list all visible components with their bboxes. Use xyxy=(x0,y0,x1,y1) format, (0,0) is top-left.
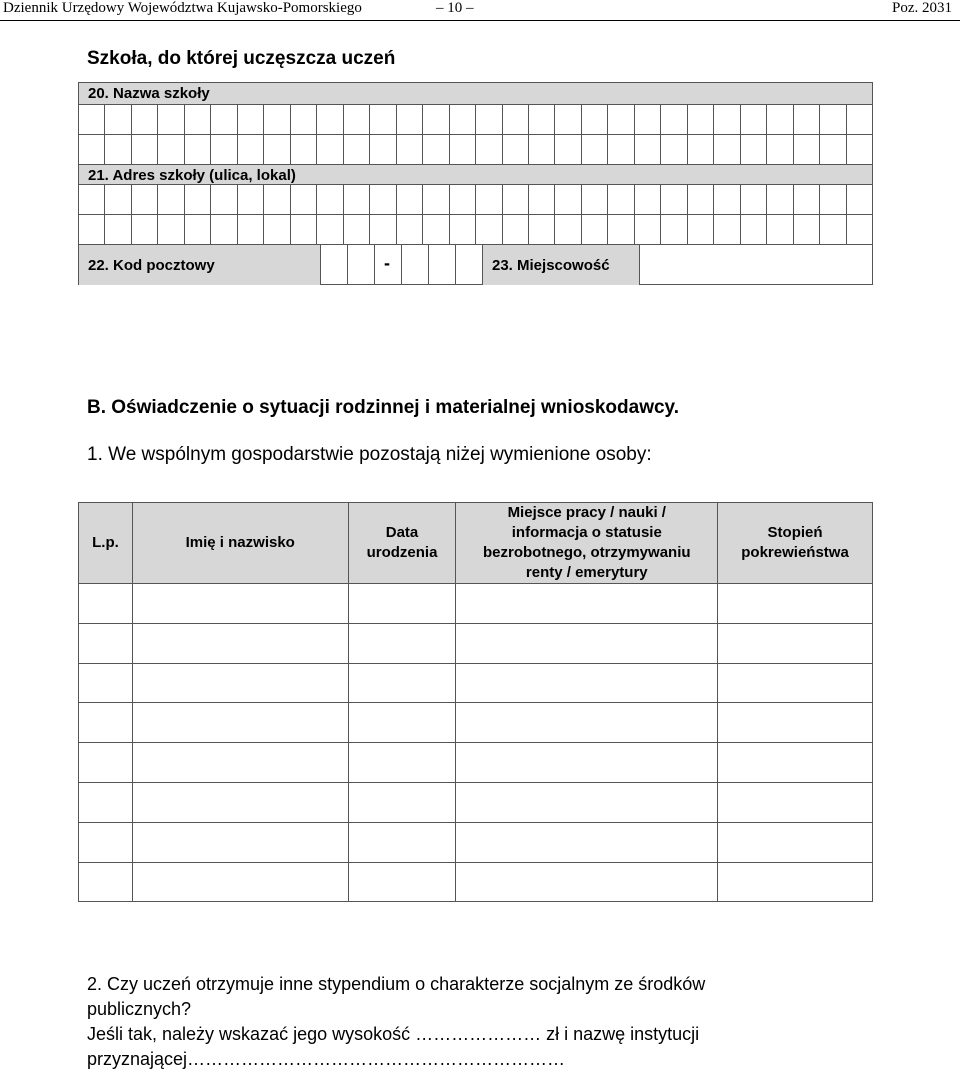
char-box[interactable] xyxy=(158,185,184,214)
char-box[interactable] xyxy=(820,185,846,214)
char-box[interactable] xyxy=(741,215,767,244)
school-name-grid-row[interactable] xyxy=(79,134,872,164)
item-2-line-3: Jeśli tak, należy wskazać jego wysokość ………………… zł i nazwę instytucji xyxy=(87,1024,700,1044)
char-box[interactable] xyxy=(264,185,290,214)
char-box[interactable] xyxy=(555,215,581,244)
char-box[interactable] xyxy=(105,105,131,134)
char-box[interactable] xyxy=(370,105,396,134)
table-row xyxy=(79,862,873,902)
char-box[interactable] xyxy=(264,105,290,134)
postal-row xyxy=(79,244,872,285)
char-box[interactable] xyxy=(794,215,820,244)
birth-date-cell[interactable] xyxy=(348,822,456,862)
char-box[interactable] xyxy=(555,185,581,214)
char-box[interactable] xyxy=(158,105,184,134)
name-cell[interactable] xyxy=(132,623,348,663)
char-box[interactable] xyxy=(714,105,740,134)
char-box[interactable] xyxy=(450,135,476,164)
postal-digit-box[interactable] xyxy=(428,245,455,285)
char-box[interactable] xyxy=(211,185,237,214)
name-cell[interactable] xyxy=(132,584,348,624)
char-box[interactable] xyxy=(661,215,687,244)
section-b-title: B. Oświadczenie o sytuacji rodzinnej i materialnej wnioskodawcy. xyxy=(87,397,679,418)
birth-date-cell[interactable] xyxy=(348,623,456,663)
table-header-row xyxy=(79,503,873,584)
relationship-cell[interactable] xyxy=(718,584,873,624)
work-status-cell[interactable] xyxy=(456,862,718,902)
field-21-label: 21. Adres szkoły (ulica, lokal) xyxy=(88,167,296,184)
work-status-cell[interactable] xyxy=(456,782,718,822)
postal-dash-box xyxy=(374,245,401,285)
page-header xyxy=(0,0,960,22)
birth-date-cell[interactable] xyxy=(348,782,456,822)
postal-digit-box[interactable] xyxy=(320,245,347,285)
name-cell[interactable] xyxy=(132,862,348,902)
char-box[interactable] xyxy=(317,185,343,214)
postal-digit-box[interactable] xyxy=(401,245,428,285)
char-box[interactable] xyxy=(132,105,158,134)
school-section-title: Szkoła, do której uczęszcza uczeń xyxy=(87,48,396,69)
char-box[interactable] xyxy=(476,105,502,134)
char-box[interactable] xyxy=(397,215,423,244)
char-box[interactable] xyxy=(450,185,476,214)
char-box[interactable] xyxy=(503,135,529,164)
char-box[interactable] xyxy=(397,185,423,214)
lp-cell[interactable] xyxy=(79,663,133,703)
char-box[interactable] xyxy=(714,215,740,244)
char-box[interactable] xyxy=(820,215,846,244)
char-box[interactable] xyxy=(847,185,872,214)
char-box[interactable] xyxy=(661,185,687,214)
birth-date-cell[interactable] xyxy=(348,743,456,783)
field-23-label-cell xyxy=(482,245,639,285)
char-box[interactable] xyxy=(741,135,767,164)
char-box[interactable] xyxy=(794,135,820,164)
char-box[interactable] xyxy=(555,135,581,164)
char-box[interactable] xyxy=(238,215,264,244)
relationship-cell[interactable] xyxy=(718,663,873,703)
lp-cell[interactable] xyxy=(79,703,133,743)
char-box[interactable] xyxy=(608,215,634,244)
char-box[interactable] xyxy=(582,135,608,164)
position-number: Poz. 2031 xyxy=(892,0,952,16)
char-box[interactable] xyxy=(264,135,290,164)
char-box[interactable] xyxy=(714,135,740,164)
col-header-relationship: Stopień pokrewieństwa xyxy=(718,503,873,584)
page-number: – 10 – xyxy=(436,0,474,16)
char-box[interactable] xyxy=(688,215,714,244)
header-rule xyxy=(0,20,960,21)
char-box[interactable] xyxy=(79,105,105,134)
char-box[interactable] xyxy=(105,185,131,214)
postal-dash: - xyxy=(384,253,390,273)
col-header-lp: L.p. xyxy=(79,503,133,584)
char-box[interactable] xyxy=(185,215,211,244)
char-box[interactable] xyxy=(79,185,105,214)
field-20-label-row xyxy=(79,83,872,104)
birth-date-cell[interactable] xyxy=(348,584,456,624)
char-box[interactable] xyxy=(423,135,449,164)
col-header-work-status: Miejsce pracy / nauki / informacja o statusie bezrobotnego, otrzymywaniu renty / emerytury xyxy=(456,503,718,584)
char-box[interactable] xyxy=(767,215,793,244)
field-22-label-cell xyxy=(79,245,320,285)
char-box[interactable] xyxy=(158,135,184,164)
work-status-cell[interactable] xyxy=(456,822,718,862)
char-box[interactable] xyxy=(79,135,105,164)
table-row xyxy=(79,743,873,783)
char-box[interactable] xyxy=(317,135,343,164)
table-row xyxy=(79,663,873,703)
char-box[interactable] xyxy=(238,105,264,134)
postal-digit-box[interactable] xyxy=(455,245,482,285)
char-box[interactable] xyxy=(608,185,634,214)
char-box[interactable] xyxy=(317,105,343,134)
name-cell[interactable] xyxy=(132,743,348,783)
char-box[interactable] xyxy=(185,105,211,134)
household-intro: 1. We wspólnym gospodarstwie pozostają niżej wymienione osoby: xyxy=(87,444,652,465)
char-box[interactable] xyxy=(317,215,343,244)
char-box[interactable] xyxy=(476,185,502,214)
item-2-line-4: przyznającej……………………………………………………… xyxy=(87,1049,566,1069)
char-box[interactable] xyxy=(741,185,767,214)
char-box[interactable] xyxy=(476,135,502,164)
char-box[interactable] xyxy=(291,105,317,134)
char-box[interactable] xyxy=(608,135,634,164)
char-box[interactable] xyxy=(847,105,872,134)
char-box[interactable] xyxy=(503,215,529,244)
char-box[interactable] xyxy=(582,215,608,244)
char-box[interactable] xyxy=(767,105,793,134)
char-box[interactable] xyxy=(555,105,581,134)
field-21-label-row xyxy=(79,164,872,184)
char-box[interactable] xyxy=(132,135,158,164)
postal-digit-box[interactable] xyxy=(347,245,374,285)
char-box[interactable] xyxy=(661,135,687,164)
char-box[interactable] xyxy=(688,135,714,164)
table-row xyxy=(79,782,873,822)
journal-title: Dziennik Urzędowy Województwa Kujawsko-Pomorskiego xyxy=(3,0,362,16)
char-box[interactable] xyxy=(211,105,237,134)
char-box[interactable] xyxy=(211,135,237,164)
char-box[interactable] xyxy=(397,105,423,134)
item-2-line-1: 2. Czy uczeń otrzymuje inne stypendium o charakterze socjalnym ze środków xyxy=(87,974,706,994)
relationship-cell[interactable] xyxy=(718,743,873,783)
relationship-cell[interactable] xyxy=(718,862,873,902)
school-address-grid-row[interactable] xyxy=(79,214,872,244)
char-box[interactable] xyxy=(450,215,476,244)
char-box[interactable] xyxy=(529,135,555,164)
char-box[interactable] xyxy=(820,105,846,134)
char-box[interactable] xyxy=(423,185,449,214)
char-box[interactable] xyxy=(529,215,555,244)
char-box[interactable] xyxy=(370,135,396,164)
char-box[interactable] xyxy=(291,215,317,244)
birth-date-cell[interactable] xyxy=(348,703,456,743)
char-box[interactable] xyxy=(211,215,237,244)
char-box[interactable] xyxy=(344,185,370,214)
relationship-cell[interactable] xyxy=(718,782,873,822)
table-row xyxy=(79,822,873,862)
char-box[interactable] xyxy=(794,105,820,134)
char-box[interactable] xyxy=(370,185,396,214)
char-box[interactable] xyxy=(423,215,449,244)
char-box[interactable] xyxy=(661,105,687,134)
char-box[interactable] xyxy=(423,105,449,134)
char-box[interactable] xyxy=(105,215,131,244)
char-box[interactable] xyxy=(688,105,714,134)
char-box[interactable] xyxy=(132,185,158,214)
table-row xyxy=(79,703,873,743)
char-box[interactable] xyxy=(264,215,290,244)
birth-date-cell[interactable] xyxy=(348,663,456,703)
work-status-cell[interactable] xyxy=(456,623,718,663)
relationship-cell[interactable] xyxy=(718,703,873,743)
work-status-cell[interactable] xyxy=(456,663,718,703)
field-23-label: 23. Miejscowość xyxy=(492,257,610,274)
relationship-cell[interactable] xyxy=(718,623,873,663)
char-box[interactable] xyxy=(291,185,317,214)
lp-cell[interactable] xyxy=(79,782,133,822)
char-box[interactable] xyxy=(503,105,529,134)
field-20-label: 20. Nazwa szkoły xyxy=(88,85,210,102)
char-box[interactable] xyxy=(582,105,608,134)
char-box[interactable] xyxy=(608,105,634,134)
school-name-grid-row[interactable] xyxy=(79,104,872,134)
char-box[interactable] xyxy=(688,185,714,214)
char-box[interactable] xyxy=(767,185,793,214)
char-box[interactable] xyxy=(397,135,423,164)
household-table-body xyxy=(79,584,873,902)
char-box[interactable] xyxy=(847,215,872,244)
lp-cell[interactable] xyxy=(79,743,133,783)
char-box[interactable] xyxy=(582,185,608,214)
school-form-block xyxy=(78,82,873,285)
table-row xyxy=(79,623,873,663)
school-address-grid-row[interactable] xyxy=(79,184,872,214)
item-2-line-2: publicznych? xyxy=(87,999,192,1019)
char-box[interactable] xyxy=(105,135,131,164)
name-cell[interactable] xyxy=(132,822,348,862)
char-box[interactable] xyxy=(132,215,158,244)
char-box[interactable] xyxy=(370,215,396,244)
name-cell[interactable] xyxy=(132,703,348,743)
field-22-label: 22. Kod pocztowy xyxy=(88,257,215,274)
name-cell[interactable] xyxy=(132,782,348,822)
char-box[interactable] xyxy=(767,135,793,164)
col-header-birth-date: Data urodzenia xyxy=(348,503,456,584)
household-members-table xyxy=(78,502,873,902)
char-box[interactable] xyxy=(635,135,661,164)
char-box[interactable] xyxy=(344,135,370,164)
char-box[interactable] xyxy=(635,215,661,244)
table-row xyxy=(79,584,873,624)
name-cell[interactable] xyxy=(132,663,348,703)
char-box[interactable] xyxy=(79,215,105,244)
lp-cell[interactable] xyxy=(79,822,133,862)
char-box[interactable] xyxy=(185,135,211,164)
char-box[interactable] xyxy=(794,185,820,214)
char-box[interactable] xyxy=(714,185,740,214)
char-box[interactable] xyxy=(503,185,529,214)
char-box[interactable] xyxy=(291,135,317,164)
work-status-cell[interactable] xyxy=(456,584,718,624)
lp-cell[interactable] xyxy=(79,623,133,663)
lp-cell[interactable] xyxy=(79,584,133,624)
relationship-cell[interactable] xyxy=(718,822,873,862)
char-box[interactable] xyxy=(158,215,184,244)
char-box[interactable] xyxy=(476,215,502,244)
char-box[interactable] xyxy=(185,185,211,214)
char-box[interactable] xyxy=(847,135,872,164)
work-status-cell[interactable] xyxy=(456,743,718,783)
char-box[interactable] xyxy=(635,105,661,134)
char-box[interactable] xyxy=(820,135,846,164)
birth-date-cell[interactable] xyxy=(348,862,456,902)
city-input-cell[interactable] xyxy=(639,245,872,285)
char-box[interactable] xyxy=(635,185,661,214)
char-box[interactable] xyxy=(741,105,767,134)
char-box[interactable] xyxy=(344,105,370,134)
lp-cell[interactable] xyxy=(79,862,133,902)
char-box[interactable] xyxy=(450,105,476,134)
char-box[interactable] xyxy=(344,215,370,244)
work-status-cell[interactable] xyxy=(456,703,718,743)
char-box[interactable] xyxy=(238,185,264,214)
char-box[interactable] xyxy=(238,135,264,164)
char-box[interactable] xyxy=(529,105,555,134)
char-box[interactable] xyxy=(529,185,555,214)
col-header-name: Imię i nazwisko xyxy=(132,503,348,584)
